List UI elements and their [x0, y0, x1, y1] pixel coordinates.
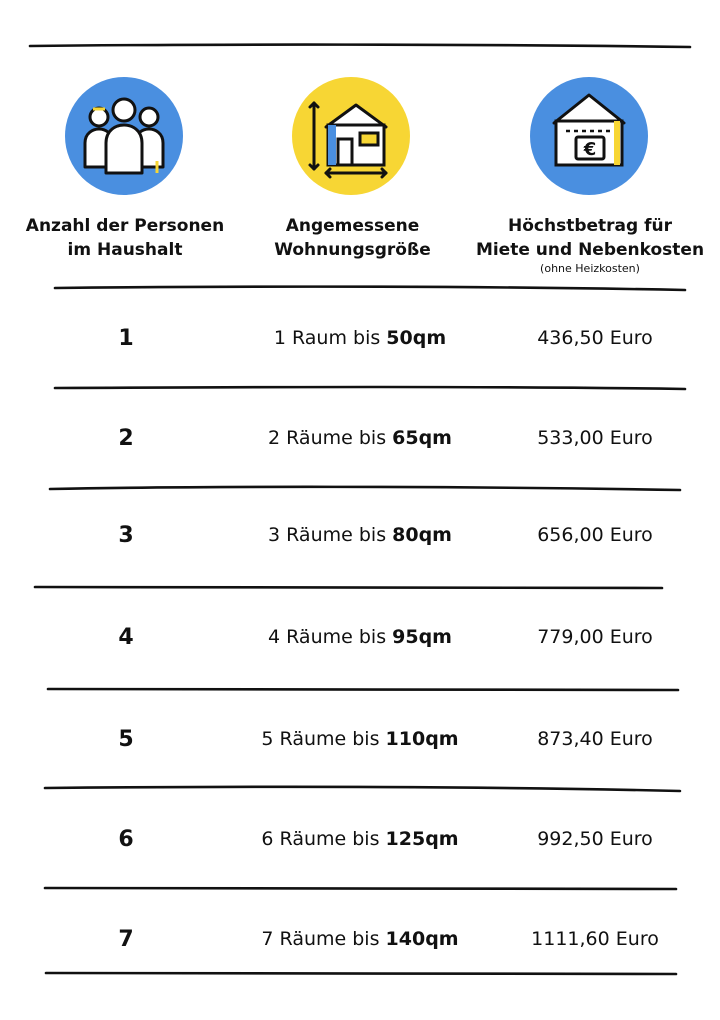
table-row [0, 318, 720, 358]
rooms-text: 6 Räume bis [261, 828, 386, 850]
max-price: 779,00 Euro [537, 626, 653, 648]
area-value: 80qm [392, 524, 452, 546]
header-cost-line1: Höchstbetrag für [508, 216, 672, 236]
header-cost-note: (ohne Heizkosten) [540, 262, 640, 275]
persons-count: 1 [118, 326, 134, 351]
header-size-line2: Wohnungsgröße [274, 240, 431, 260]
area-value: 110qm [385, 728, 459, 750]
house-dimensions-icon [292, 77, 410, 195]
table-row [0, 617, 720, 657]
table-row [0, 418, 720, 458]
area-value: 50qm [386, 327, 447, 349]
persons-count: 2 [118, 426, 134, 451]
table-row [0, 819, 720, 859]
apartment-size [230, 524, 490, 546]
max-price: 533,00 Euro [537, 427, 653, 449]
header-persons [10, 214, 240, 262]
apartment-size [230, 728, 490, 750]
apartment-size [230, 626, 490, 648]
max-price: 656,00 Euro [537, 524, 653, 546]
max-price: 992,50 Euro [537, 828, 653, 850]
apartment-size [230, 928, 490, 950]
max-price: 1111,60 Euro [531, 928, 659, 950]
persons-count: 5 [118, 727, 134, 752]
rooms-text: 5 Räume bis [261, 728, 386, 750]
header-cost-line2: Miete und Nebenkosten [475, 240, 705, 260]
header-persons-line1: Anzahl der Personen [25, 216, 225, 236]
rooms-text: 7 Räume bis [261, 928, 386, 950]
house-euro-icon [530, 77, 648, 195]
persons-count: 4 [118, 625, 134, 650]
apartment-size [230, 427, 490, 449]
max-price: 873,40 Euro [537, 728, 653, 750]
persons-count: 7 [118, 927, 134, 952]
rooms-text: 1 Raum bis [273, 327, 387, 349]
apartment-size [230, 327, 490, 349]
header-cost [465, 214, 715, 276]
rooms-text: 3 Räume bis [268, 524, 393, 546]
max-price: 436,50 Euro [537, 327, 653, 349]
area-value: 95qm [392, 626, 452, 648]
people-icon [65, 77, 183, 195]
euro-symbol: € [583, 139, 597, 160]
header-size-line1: Angemessene [285, 216, 420, 236]
persons-count: 6 [118, 827, 134, 852]
table-row [0, 719, 720, 759]
rooms-text: 2 Räume bis [268, 427, 393, 449]
header-size [240, 214, 465, 262]
persons-count: 3 [118, 523, 134, 548]
rooms-text: 4 Räume bis [268, 626, 393, 648]
header-persons-line2: im Haushalt [67, 240, 183, 260]
area-value: 125qm [385, 828, 459, 850]
apartment-size [230, 828, 490, 850]
area-value: 65qm [392, 427, 452, 449]
area-value: 140qm [385, 928, 459, 950]
table-row [0, 515, 720, 555]
table-row [0, 919, 720, 959]
